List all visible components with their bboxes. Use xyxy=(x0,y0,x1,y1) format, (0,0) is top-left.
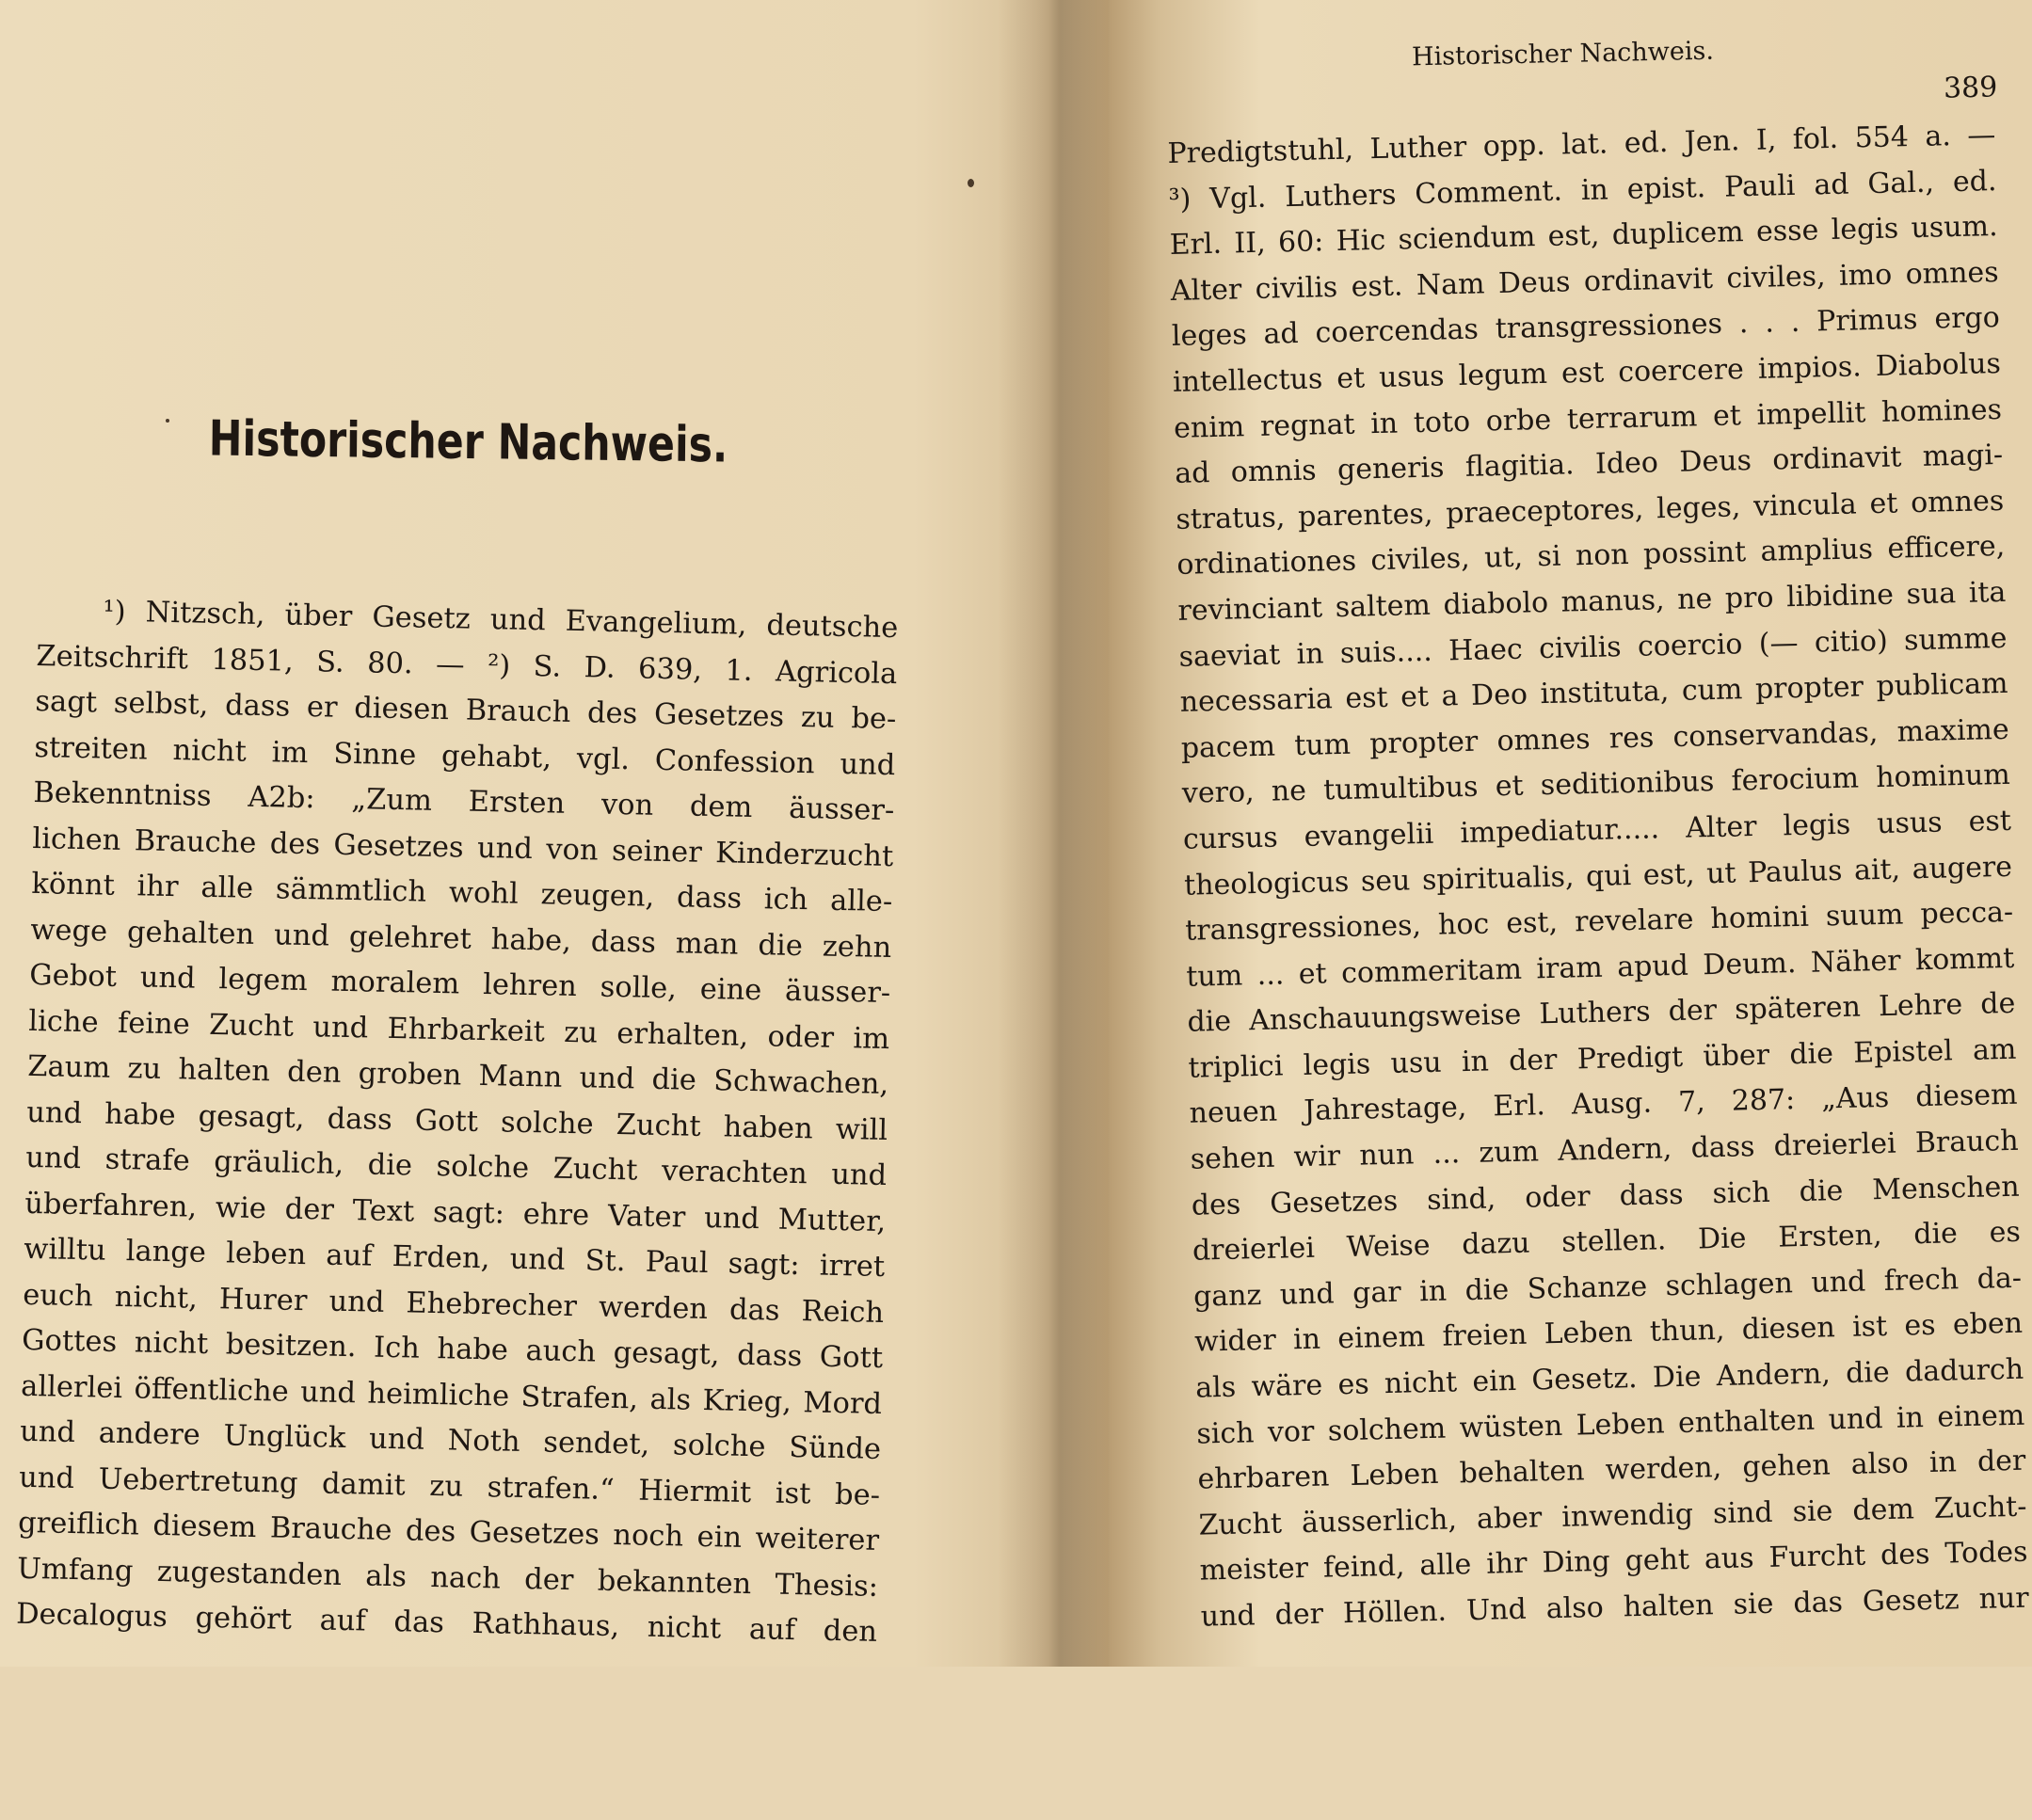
text-line: sagt selbst, dass er diesen Brauch des Gesetzes zu be- xyxy=(35,684,897,737)
text-line: und Uebertretung damit zu strafen.“ Hiermit ist be- xyxy=(18,1461,881,1512)
text-line: und habe gesagt, dass Gott solche Zucht haben will xyxy=(25,1095,888,1147)
text-line: euch nicht, Hurer und Ehebrecher werden das Reich xyxy=(22,1278,885,1330)
page-number: 389 xyxy=(1943,71,1998,105)
text-line: wider in einem freien Leben thun, diesen ist es eben xyxy=(1193,1307,2024,1360)
text-line: pacem tum propter omnes res conservandas, maxime xyxy=(1180,712,2010,765)
text-line: necessaria est et a Deo instituta, cum propter publicam xyxy=(1179,667,2008,719)
text-line: theologicus seu spiritualis, qui est, ut Paulus ait, augere xyxy=(1183,850,2013,902)
text-line: greiflich diesem Brauche des Gesetzes noch ein weiterer xyxy=(17,1506,880,1557)
text-line: allerlei öffentliche und heimliche Strafen, als Krieg, Mord xyxy=(20,1369,883,1421)
text-line: Bekenntniss A2b: „Zum Ersten von dem äusser- xyxy=(33,775,895,828)
text-line: des Gesetzes sind, oder dass sich die Menschen xyxy=(1191,1170,2021,1222)
text-line: ganz und gar in die Schanze schlagen und frech da- xyxy=(1192,1261,2023,1314)
book-gutter xyxy=(998,0,1111,1667)
text-line: streiten nicht im Sinne gehabt, vgl. Confession und xyxy=(34,730,896,782)
text-line: intellectus et usus legum est coercere impios. Diabolus xyxy=(1172,346,2002,399)
right-page xyxy=(1167,113,2032,1750)
paper-speck xyxy=(968,179,974,187)
text-line: Gottes nicht besitzen. Ich habe auch gesagt, dass Gott xyxy=(21,1323,884,1375)
text-line: sich vor solchem wüsten Leben enthalten und in einem xyxy=(1196,1398,2025,1451)
text-line: leges ad coercendas transgressiones . . . Primus ergo xyxy=(1171,301,2001,354)
text-line: Zaum zu halten den groben Mann und die Schwachen, xyxy=(26,1049,889,1102)
text-line: revinciant saltem diabolo manus, ne pro libidine sua ita xyxy=(1177,575,2007,628)
left-page xyxy=(12,588,899,1820)
chapter-heading: Historischer Nachweis. xyxy=(208,410,728,474)
text-line: cursus evangelii impediatur..... Alter legis usus est xyxy=(1182,804,2012,856)
text-line: Alter civilis est. Nam Deus ordinavit civiles, imo omnes xyxy=(1170,255,2000,308)
text-line: und der Höllen. Und also halten sie das Gesetz nur xyxy=(1200,1581,2029,1634)
text-line: stratus, parentes, praeceptores, leges, vincula et omnes xyxy=(1175,484,2005,536)
text-line: sehen wir nun ... zum Andern, dass dreierlei Brauch xyxy=(1190,1124,2019,1176)
text-line: meister feind, alle ihr Ding geht aus Furcht des Todes xyxy=(1199,1536,2028,1589)
text-line: vero, ne tumultibus et seditionibus ferocium hominum xyxy=(1181,758,2011,811)
text-line: enim regnat in toto orbe terrarum et impellit homines xyxy=(1173,392,2003,445)
text-line: Predigtstuhl, Luther opp. lat. ed. Jen. I, fol. 554 a. — xyxy=(1167,119,1996,170)
text-line: Zucht äusserlich, aber inwendig sind sie dem Zucht- xyxy=(1198,1490,2027,1542)
text-line: Umfang zugestanden als nach der bekannten Thesis: xyxy=(16,1552,879,1604)
text-line: Decalogus gehört auf das Rathhaus, nicht auf den xyxy=(15,1597,878,1649)
text-line: ³) Vgl. Luthers Comment. in epist. Pauli ad Gal., ed. xyxy=(1168,164,1997,216)
text-line: saeviat in suis.... Haec civilis coercio (— citio) summe xyxy=(1178,621,2008,674)
text-line: ehrbaren Leben behalten werden, gehen also in der xyxy=(1197,1444,2026,1496)
running-head: Historischer Nachweis. xyxy=(1411,36,1715,72)
text-line: könnt ihr alle sämmtlich wohl zeugen, dass ich alle- xyxy=(31,867,893,919)
text-line: ordinationes civiles, ut, si non possint amplius efficere, xyxy=(1176,530,2006,583)
text-line: Erl. II, 60: Hic sciendum est, duplicem esse legis usum. xyxy=(1169,210,1998,263)
text-line: lichen Brauche des Gesetzes und von seiner Kinderzucht xyxy=(32,822,894,873)
text-line: ¹) Nitzsch, über Gesetz und Evangelium, deutsche xyxy=(103,595,899,646)
text-line: und strafe gräulich, die solche Zucht verachten und xyxy=(24,1141,888,1193)
text-line: Gebot und legem moralem lehren solle, eine äusser- xyxy=(29,958,891,1011)
text-line: ad omnis generis flagitia. Ideo Deus ordinavit magi- xyxy=(1174,439,2004,491)
text-line: Zeitschrift 1851, S. 80. — ²) S. D. 639, 1. Agricola xyxy=(36,639,898,691)
text-line: überfahren, wie der Text sagt: ehre Vater und Mutter, xyxy=(24,1187,887,1238)
text-line: triplici legis usu in der Predigt über die Epistel am xyxy=(1188,1032,2017,1085)
text-line: liche feine Zucht und Ehrbarkeit zu erhalten, oder im xyxy=(27,1004,890,1056)
text-line: als wäre es nicht ein Gesetz. Die Andern, die dadurch xyxy=(1194,1352,2024,1405)
text-line: dreierlei Weise dazu stellen. Die Ersten, die es xyxy=(1192,1215,2022,1268)
text-line: willtu lange leben auf Erden, und St. Paul sagt: irret xyxy=(23,1232,886,1285)
text-line: tum ... et commeritam iram apud Deum. Näher kommt xyxy=(1185,941,2015,994)
text-line: transgressiones, hoc est, revelare homini suum pecca- xyxy=(1184,895,2014,948)
text-line: wege gehalten und gelehret habe, dass man die zehn xyxy=(30,913,892,965)
text-line: die Anschauungsweise Luthers der späteren Lehre de xyxy=(1187,987,2016,1040)
text-line: neuen Jahrestage, Erl. Ausg. 7, 287: „Aus diesem xyxy=(1189,1078,2018,1131)
text-line: und andere Unglück und Noth sendet, solche Sünde xyxy=(19,1414,882,1466)
